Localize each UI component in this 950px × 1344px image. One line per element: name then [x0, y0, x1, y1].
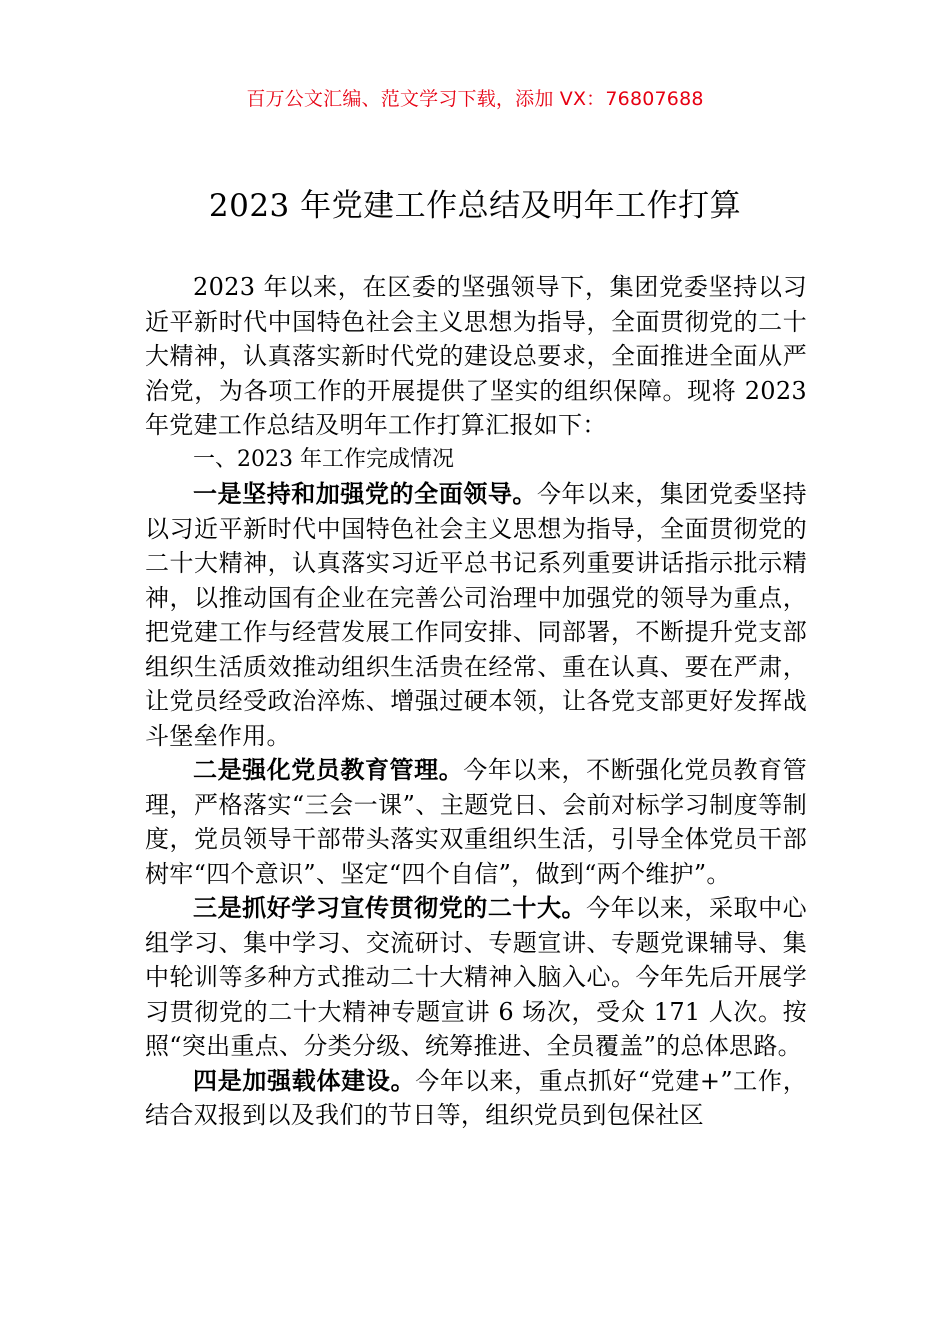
item-paragraph-2 [145, 753, 807, 891]
document-body [145, 270, 807, 1133]
item-lead-1: 一是坚持和加强党的全面领导。 [193, 479, 537, 508]
item-text-2: 今年以来，不断强化党员教育管理，严格落实“三会一课”、主题党日、会前对标学习制度等制度，党员领导干部带头落实双重组织生活，引导全体党员干部树牢“四个意识”、坚定“四个自信”，做到“两个维护”。 [145, 756, 807, 888]
item-paragraph-1 [145, 477, 807, 753]
intro-paragraph: 2023 年以来，在区委的坚强领导下，集团党委坚持以习近平新时代中国特色社会主义思想为指导，全面贯彻党的二十大精神，认真落实新时代党的建设总要求，全面推进全面从严治党，为各项工作的开展提供了坚实的组织保障。现将 2023 年党建工作总结及明年工作打算汇报如下： [145, 273, 807, 439]
item-paragraph-4 [145, 1064, 807, 1133]
item-paragraph-3 [145, 891, 807, 1064]
item-text-4: 今年以来，重点抓好“党建+”工作，结合双报到以及我们的节日等，组织党员到包保社区 [145, 1066, 807, 1129]
section-heading-1: 一、2023 年工作完成情况 [193, 446, 454, 472]
item-lead-2: 二是强化党员教育管理。 [193, 755, 464, 784]
item-lead-4: 四是加强载体建设。 [193, 1065, 416, 1095]
header-promo-note: 百万公文汇编、范文学习下载，添加 VX：76807688 [246, 88, 704, 110]
document-title: 2023 年党建工作总结及明年工作打算 [208, 188, 742, 224]
item-text-3: 今年以来，采取中心组学习、集中学习、交流研讨、专题宣讲、专题党课辅导、集中轮训等多种方式推动二十大精神入脑入心。今年先后开展学习贯彻党的二十大精神专题宣讲 6 场次，受众 171 人次。按照“突出重点、分类分级、统筹推进、全员覆盖”的总体思路。 [145, 894, 807, 1060]
item-lead-3: 三是抓好学习宣传贯彻党的二十大。 [193, 893, 587, 922]
item-text-1: 今年以来，集团党委坚持以习近平新时代中国特色社会主义思想为指导，全面贯彻党的二十大精神，认真落实习近平总书记系列重要讲话指示批示精神，以推动国有企业在完善公司治理中加强党的领导为重点，把党建工作与经营发展工作同安排、同部署，不断提升党支部组织生活质效推动组织生活贵在经常、重在认真、要在严肃，让党员经受政治淬炼、增强过硬本领，让各党支部更好发挥战斗堡垒作用。 [145, 480, 807, 750]
